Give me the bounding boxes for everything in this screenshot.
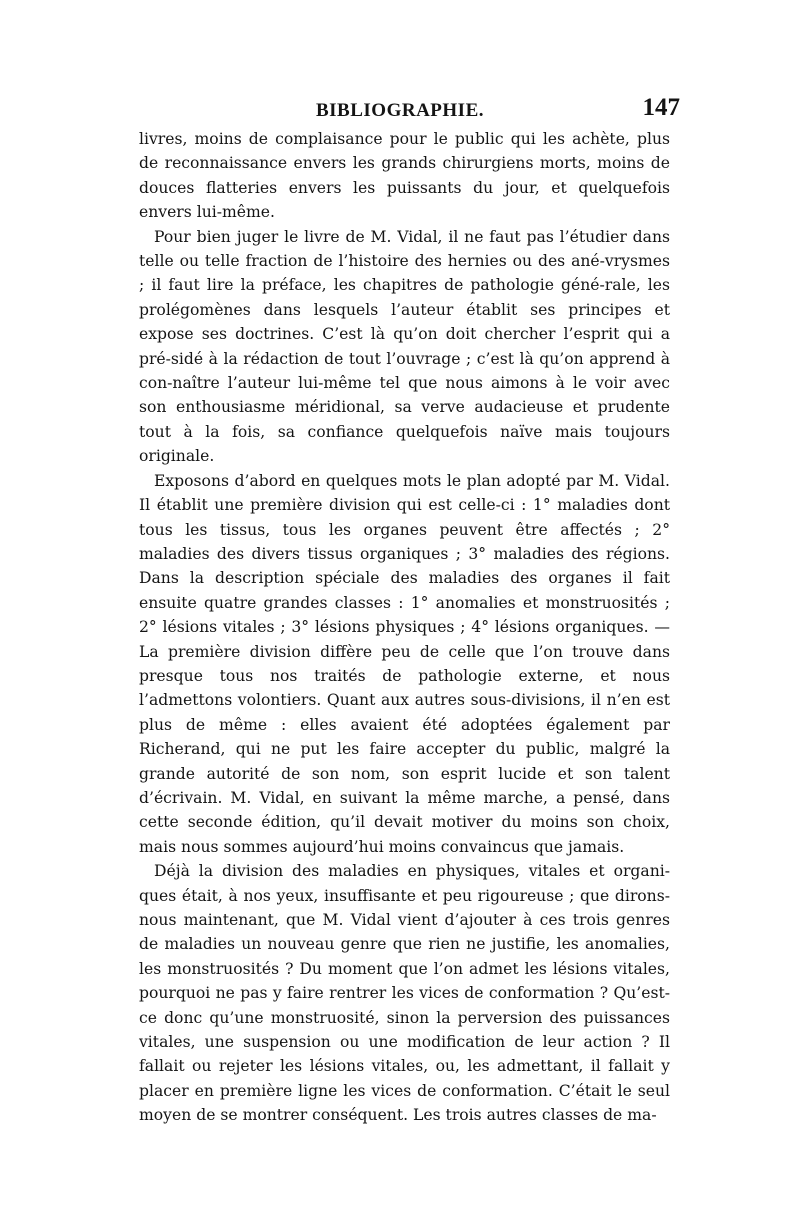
paragraph: Déjà la division des maladies en physiques, vitales et organi-ques était, à nos yeux, insuffisante et peu rigoureuse ; que dirons-nous maintenant, que M. Vidal vient d’ajouter à ces trois genres de maladies un nouveau genre que rien ne justifie, les anomalies, les monstruosités ? Du moment que l’on admet les lésions vitales, pourquoi ne pas y faire rentrer les vices de conformation ? Qu’est-ce donc qu’une monstruosité, sinon la perversion des puissances vitales, une suspension ou une modification de leur action ? Il fallait ou rejeter les lésions vitales, ou, les admettant, il fallait y placer en première ligne les vices de conformation. C’était le seul moyen de se montrer conséquent. Les trois autres classes de ma-: [139, 862, 670, 1125]
paragraph: Exposons d’abord en quelques mots le plan adopté par M. Vidal. Il établit une première division qui est celle-ci : 1° maladies dont tous les tissus, tous les organes peuvent être affectés ; 2° maladies des divers tissus organiques ; 3° maladies des régions. Dans la description spéciale des maladies des organes il fait ensuite quatre grandes classes : 1° anomalies et monstruosités ; 2° lésions vitales ; 3° lésions physiques ; 4° lésions organiques. — La première division diffère peu de celle que l’on trouve dans presque tous nos traités de pathologie externe, et nous l’admettons volontiers. Quant aux autres sous-divisions, il n’en est plus de même : elles avaient été adoptées également par Richerand, qui ne put les faire accepter du public, malgré la grande autorité de son nom, son esprit lucide et son talent d’écrivain. M. Vidal, en suivant la même marche, a pensé, dans cette seconde édition, qu’il devait motiver du moins son choix, mais nous sommes aujourd’hui moins convaincus que jamais.: [139, 471, 670, 856]
page-number: 147: [642, 94, 680, 121]
running-head: [120, 94, 680, 124]
paragraph-continued: livres, moins de complaisance pour le public qui les achète, plus de reconnaissance envers les grands chirurgiens morts, moins de douces flatteries envers les puissants du jour, et quelquefois envers lui-même.: [139, 130, 670, 222]
paragraph: Pour bien juger le livre de M. Vidal, il ne faut pas l’étudier dans telle ou telle fraction de l’histoire des hernies ou des ané-vrysmes ; il faut lire la préface, les chapitres de pathologie géné-rale, les prolégomènes dans lesquels l’auteur établit ses principes et expose ses doctrines. C’est là qu’on doit chercher l’esprit qui a pré-sidé à la rédaction de tout l’ouvrage ; c’est là qu’on apprend à con-naître l’auteur lui-même tel que nous aimons à le voir avec son enthousiasme méridional, sa verve audacieuse et prudente tout à la fois, sa confiance quelquefois naïve mais toujours originale.: [139, 227, 670, 466]
running-title: BIBLIOGRAPHIE.: [315, 100, 484, 121]
body-text: [139, 127, 670, 1128]
